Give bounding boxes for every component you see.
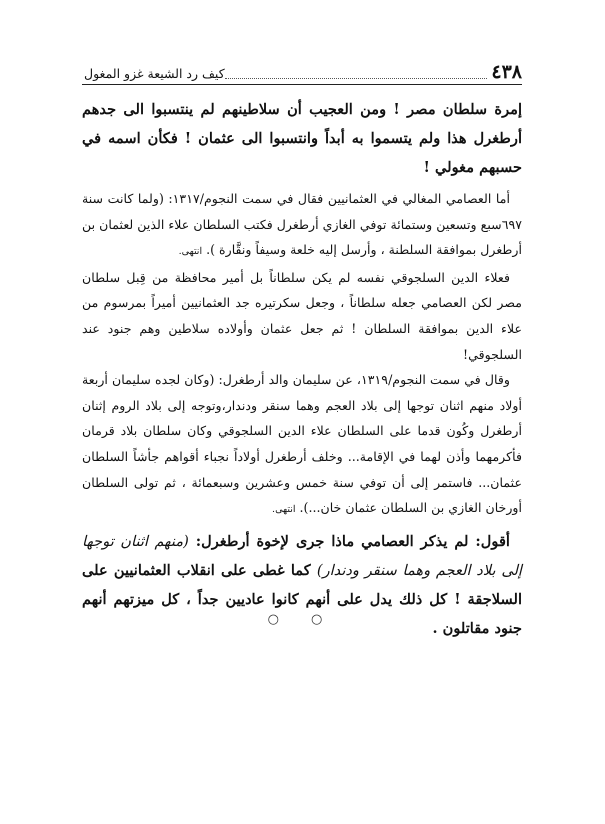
page-header (82, 58, 522, 84)
paragraph-5-end: كما غطى على انقلاب العثمانيين على السلاجقة ! كل ذلك يدل على أنهم كانوا عاديين جداً ، كل ميزتهم أنهم جنود مقاتلون . (82, 561, 522, 637)
section-separator: ○ ○ (267, 612, 337, 627)
header-rule (82, 84, 522, 85)
paragraph-2 (82, 186, 522, 265)
running-title: كيف رد الشيعة غزو المغول (84, 66, 225, 81)
paragraph-1: إمرة سلطان مصر ! ومن العجيب أن سلاطينهم لم ينتسبوا الى جدهم أرطغرل هذا ولم يتسموا به أبداً وانتسبوا الى عثمان ! فكأن اسمه في حسبهم مغولي ! (82, 101, 522, 176)
paragraph-3: فعلاء الدين السلجوقي نفسه لم يكن سلطاناً بل أمير محافظة من قِبل سلطان مصر لكن العصامي جعله سلطاناً ، وجعل سكرتيره جد العثمانيين أميراً بمرسوم من علاء الدين بموافقة السلطان ! ثم جعل عثمان وأولاده سلاطين وهم جنود عند السلجوقي! (82, 269, 522, 362)
page-number: ٤٣٨ (491, 61, 522, 83)
paragraph-4-end-note: انتهى. (272, 504, 296, 516)
paragraph-4-text: وقال في سمت النجوم/١٣١٩، عن سليمان والد أرطغرل: (وكان لجده سليمان أربعة أولاد منهم اثنان توجها إلى بلاد العجم وهما سنقر ودندار،وتوجه إلى بلاد الروم إثنان أرطغرل وكُون قدما على السلطان علاء الدين السلجوقي وكان سلطان بلاد قرمان فأكرمهما وأذن لهما في الإقامة... وخلف أرطغرل أولاداً نجباء أقواهم جأشاً السلطان عثمان... فاستمر إلى أن توفي سنة خمس وعشرين وسبعمائة ، ثم تولى السلطان أورخان الغازي بن السلطان عثمان خان...). (82, 372, 522, 516)
page-body (82, 95, 522, 643)
paragraph-5-start: أقول: لم يذكر العصامي ماذا جرى لإخوة أرطغرل: (195, 532, 510, 550)
paragraph-4 (82, 367, 522, 523)
paragraph-2-text: أما العصامي المغالي في العثمانيين فقال في سمت النجوم/١٣١٧: (ولما كانت سنة ٦٩٧سبع وتسعين وستمائة توفي الغازي أرطغرل فكتب السلطان علاء الذين لعثمان بن أرطغرل بموافقة السلطنة ، وأرسل إليه خلعة وسيفاً ونقَّارة ). (82, 191, 522, 258)
paragraph-2-end-note: انتهى. (178, 246, 203, 258)
paragraph-5-quote: (منهم اثنان توجها إلى بلاد العجم وهما سنقر ودندار) (82, 532, 522, 579)
header-dot-leader (225, 78, 488, 79)
